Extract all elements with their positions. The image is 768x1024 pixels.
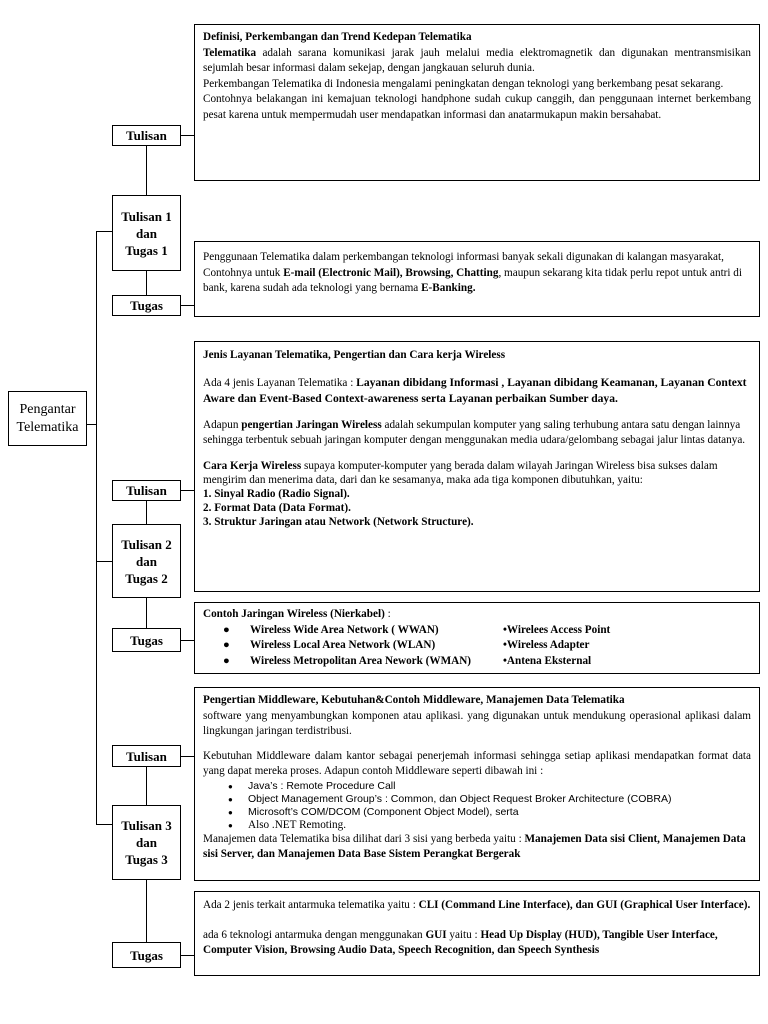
text-bold: Manajemen Data sisi Client, Manajemen Data sisi Server, dan Manajemen Data Base Sistem Perangkat Bergerak <box>203 832 746 860</box>
group-3-line3: Tugas 3 <box>125 852 168 867</box>
text: adalah sekumpulan komputer yang saling terhubung antara satu dengan lainnya sehingga terbentuk sebuah jaringan komputer dengan menggunakan media udara/gelombang sebagai jalur lintas datanya. <box>203 418 746 446</box>
tugas-3-node <box>112 942 181 968</box>
g3-tulisan-link <box>181 756 194 757</box>
text: supaya komputer-komputer yang berada dalam wilayah Jaringan Wireless bisa sukses dalam mengirim dan menerima data, dari dan ke sesamanya, maka ada tiga komponen dibutuhkan, yaitu: <box>203 459 718 486</box>
paragraph <box>203 928 751 959</box>
list-item: ● Object Management Group’s : Common, dan Object Request Broker Architecture (COBRA) <box>248 793 751 806</box>
box-title: Jenis Layanan Telematika, Pengertian dan Cara kerja Wireless <box>203 349 506 361</box>
list-item: •Wirelees Access Point <box>503 623 611 636</box>
group-2-node <box>112 524 181 598</box>
list-item: ● Microsoft’s COM/DCOM (Component Object Model), serta <box>248 806 751 819</box>
branch-line-1 <box>96 231 112 232</box>
paragraph: Contohnya belakangan ini kemajuan teknologi handphone sudah cukup canggih, dan penggunaan internet berkembang pesat karena untuk mempermudah user mendapatkan informasi dan anatarmukapun makin bersahabat. <box>203 93 751 121</box>
g3-top-line <box>146 766 147 805</box>
list-item <box>203 623 503 639</box>
text-bold: CLI (Command Line Interface), dan GUI (Graphical User Interface). <box>418 899 751 911</box>
branch-line-2 <box>96 561 112 562</box>
group-2-line3: Tugas 2 <box>125 570 168 586</box>
content-box-penggunaan <box>194 241 760 317</box>
g1-bottom-line <box>146 270 147 295</box>
group-1-line1: Tulisan 1 <box>121 208 172 224</box>
content-box-definisi <box>194 24 760 181</box>
text: Ada 4 jenis Layanan Telematika : <box>203 376 357 389</box>
group-3-node <box>112 805 181 880</box>
paragraph: Kebutuhan Middleware dalam kantor sebagai penerjemah informasi sehingga setiap aplikasi mendapatkan format data yang dapat mereka proses. Adapun contoh Middleware seperti dibawah ini : <box>203 749 751 777</box>
text-bold: Cara Kerja Wireless <box>203 459 302 472</box>
text: adalah sarana komunikasi jarak jauh melalui media elektromagnetik dan digunakan mentransmisikan sejumlah besar informasi dalam sekejap, dengan jangkauan seluruh dunia. <box>203 46 751 74</box>
group-2-line2: dan <box>136 553 157 569</box>
text: , maupun sekarang kita tidak perlu repot untuk antri di bank, karena sudah ada teknologi yang bernama <box>203 266 743 294</box>
bullet-icon: ● <box>223 639 230 651</box>
node-label: Tulisan <box>126 483 167 498</box>
node-label: Tulisan <box>126 128 167 143</box>
paragraph <box>203 46 751 77</box>
g1-tugas-link <box>181 305 194 306</box>
item-text: Wireless Metropolitan Area Nework (WMAN) <box>250 654 472 667</box>
text-bold: E-mail (Electronic Mail), Browsing, Chatting <box>283 266 499 279</box>
paragraph: Perkembangan Telematika di Indonesia mengalami peningkatan dengan teknologi yang berkembang pesat sekarang. <box>203 77 724 90</box>
list-item: ● Also .NET Remoting. <box>248 819 751 832</box>
node-label: Tugas <box>130 947 163 963</box>
group-3-line1: Tulisan 3 <box>121 818 172 833</box>
wireless-list <box>203 623 751 670</box>
item-text: Wireless Local Area Network (WLAN) <box>250 639 436 651</box>
item-text: Wireless Wide Area Network ( WWAN) <box>250 623 439 636</box>
root-label-line1: Pengantar <box>19 401 76 417</box>
list-item: 1. Sinyal Radio (Radio Signal). <box>203 487 350 500</box>
text-bold: pengertian Jaringan Wireless <box>241 418 382 431</box>
paragraph: software yang menyambungkan komponen atau aplikasi. yang digunakan untuk mendukung operasional aplikasi dalam lingkungan jaringan terdistribusi. <box>203 709 751 737</box>
content-box-middleware <box>194 687 760 881</box>
text: Manajemen data Telematika bisa dilihat dari 3 sisi yang berbeda yaitu : <box>203 832 525 845</box>
text-bold: Head Up Display (HUD), Tangible User Interface, Computer Vision, Browsing Audio Data, Speech Recognition, dan Speech Synthesis <box>203 928 718 956</box>
paragraph <box>203 898 751 914</box>
list-item: ● Java’s : Remote Procedure Call <box>248 780 751 793</box>
paragraph <box>203 459 751 487</box>
text-bold: Layanan dibidang Informasi , Layanan dibidang Keamanan, Layanan Context Aware dan Event-Based Context-awareness serta Layanan perbaikan Sumber daya. <box>203 375 747 405</box>
text: ada 6 teknologi antarmuka dengan menggunakan <box>203 928 426 941</box>
box-title: Pengertian Middleware, Kebutuhan&Contoh Middleware, Manajemen Data Telematika <box>203 694 625 706</box>
node-label: Tulisan <box>126 748 167 764</box>
tulisan-1-node <box>112 125 181 146</box>
group-3-line2: dan <box>136 835 157 850</box>
text-bold: E-Banking. <box>421 282 476 294</box>
paragraph <box>203 832 751 863</box>
g2-bottom-line <box>146 597 147 628</box>
middleware-list <box>203 780 751 832</box>
text-bold: GUI <box>425 928 447 941</box>
box-title: Contoh Jaringan Wireless (Nierkabel) <box>203 608 385 620</box>
text: Adapun <box>203 418 242 431</box>
group-2-line1: Tulisan 2 <box>121 536 172 552</box>
list-item: 2. Format Data (Data Format). <box>203 501 351 514</box>
list-item <box>203 654 503 670</box>
g2-tugas-link <box>181 640 194 641</box>
box-title: Definisi, Perkembangan dan Trend Kedepan Telematika <box>203 31 472 43</box>
group-1-line2: dan <box>136 225 157 241</box>
text: Ada 2 jenis terkait antarmuka telematika yaitu : <box>203 899 419 911</box>
term-telematika: Telematika <box>203 46 257 59</box>
g1-top-line <box>146 145 147 195</box>
branch-line-3 <box>96 824 112 825</box>
node-label: Tugas <box>130 632 163 648</box>
content-box-antarmuka <box>194 891 760 976</box>
g2-top-line <box>146 500 147 524</box>
g3-tugas-link <box>181 955 194 956</box>
text: : <box>384 608 391 620</box>
text: yaitu : <box>446 928 481 941</box>
list-item: 3. Struktur Jaringan atau Network (Network Structure). <box>203 515 474 528</box>
node-label: Tugas <box>130 298 163 313</box>
list-item <box>203 638 503 654</box>
g1-tulisan-link <box>181 135 194 136</box>
content-box-wireless <box>194 341 760 592</box>
group-1-node <box>112 195 181 271</box>
list-item: •Wireless Adapter <box>503 639 590 651</box>
group-1-line3: Tugas 1 <box>125 242 168 258</box>
paragraph <box>203 418 751 449</box>
list-item: •Antena Eksternal <box>503 654 592 667</box>
tulisan-3-node <box>112 745 181 767</box>
text: Penggunaan Telematika dalam perkembangan teknologi informasi banyak sekali digunakan di kalangan masyarakat, Contohnya untuk <box>203 251 724 279</box>
content-box-contoh-wireless <box>194 602 760 674</box>
paragraph <box>203 607 751 623</box>
tugas-2-node <box>112 628 181 652</box>
tulisan-2-node <box>112 480 181 501</box>
component-list <box>203 487 751 529</box>
root-label-line2: Telematika <box>16 419 79 435</box>
root-connector <box>86 424 96 425</box>
g3-bottom-line <box>146 879 147 942</box>
paragraph <box>203 250 751 297</box>
g2-tulisan-link <box>181 490 194 491</box>
bullet-icon: ● <box>223 623 230 636</box>
paragraph <box>203 375 751 408</box>
root-node <box>8 391 87 446</box>
tugas-1-node <box>112 295 181 316</box>
bullet-icon: ● <box>223 654 230 667</box>
main-trunk-line <box>96 231 97 824</box>
